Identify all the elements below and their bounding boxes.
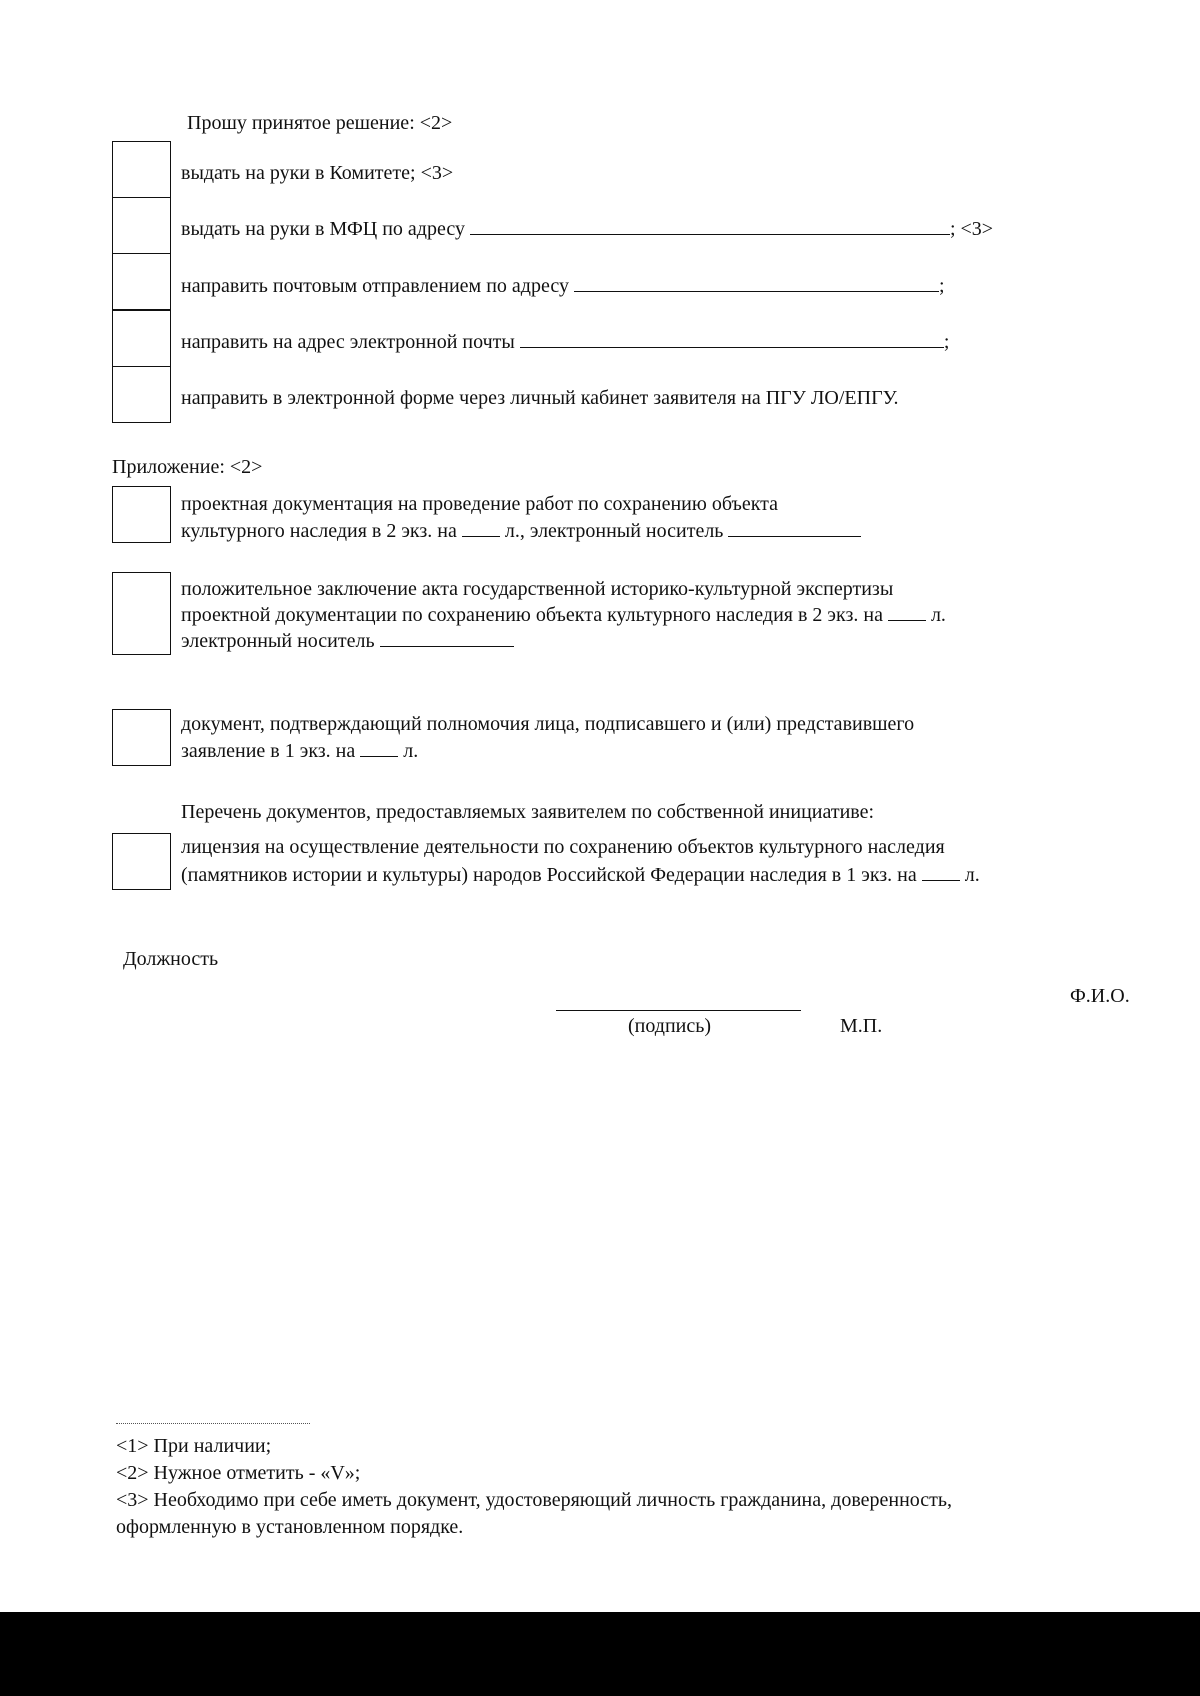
stamp-label: М.П.	[840, 1015, 883, 1037]
attachment-2-line3-text: электронный носитель	[181, 630, 375, 652]
attachment-1-line2-text: культурного наследия в 2 экз. на	[181, 520, 457, 542]
attachment-1-sheets-field[interactable]	[462, 518, 500, 537]
attachment-2-line2-text: проектной документации по сохранению объекта культурного наследия в 2 экз. на	[181, 604, 883, 626]
postal-address-field[interactable]	[574, 273, 939, 292]
attachment-3-line2	[181, 738, 418, 764]
signature-caption: (подпись)	[628, 1015, 712, 1037]
attachment-2-line1: положительное заключение акта государственной историко-культурной экспертизы	[181, 578, 894, 600]
initiative-sheets-field[interactable]	[922, 862, 960, 881]
scan-border	[0, 1612, 1200, 1696]
attachment-1-media-field[interactable]	[728, 518, 861, 537]
mfc-address-field[interactable]	[470, 216, 950, 235]
attachment-2-line2	[181, 602, 946, 628]
initiative-line1: лицензия на осуществление деятельности по сохранению объектов культурного наследия	[181, 836, 945, 858]
attachment-1-line2	[181, 518, 861, 544]
footnote-1: <1> При наличии;	[116, 1435, 272, 1457]
delivery-checkbox-1[interactable]	[112, 141, 171, 198]
position-label: Должность	[123, 948, 219, 970]
delivery-checkbox-3[interactable]	[112, 253, 171, 310]
delivery-option-2	[181, 216, 993, 242]
attachment-3-line1: документ, подтверждающий полномочия лица, подписавшего и (или) представившего	[181, 713, 915, 735]
initiative-line2-text: (памятников истории и культуры) народов Российской Федерации наследия в 1 экз. на	[181, 864, 917, 886]
attachment-2-line3	[181, 628, 514, 654]
delivery-checkbox-4[interactable]	[112, 310, 171, 367]
attachment-3-sheets-field[interactable]	[360, 738, 398, 757]
delivery-checkbox-2[interactable]	[112, 197, 171, 254]
initiative-line2-rest: л.	[964, 864, 980, 886]
delivery-option-4-suffix: ;	[943, 331, 950, 353]
initiative-heading: Перечень документов, предоставляемых заявителем по собственной инициативе:	[181, 801, 875, 823]
signature-line[interactable]	[556, 1010, 801, 1011]
footnote-3-continued: оформленную в установленном порядке.	[116, 1516, 464, 1538]
fio-label: Ф.И.О.	[1070, 985, 1130, 1007]
delivery-option-2-label: выдать на руки в МФЦ по адресу	[181, 218, 465, 240]
delivery-option-4-label: направить на адрес электронной почты	[181, 331, 515, 353]
initiative-line2	[181, 862, 980, 888]
footnote-separator	[116, 1423, 310, 1424]
attachment-1-line1: проектная документация на проведение работ по сохранению объекта	[181, 493, 779, 515]
attachment-3-line2-rest: л.	[403, 740, 419, 762]
footnote-3: <3> Необходимо при себе иметь документ, удостоверяющий личность гражданина, доверенность,	[116, 1489, 953, 1511]
attachment-2-sheets-field[interactable]	[888, 602, 926, 621]
attachment-3-checkbox[interactable]	[112, 709, 171, 766]
delivery-option-3	[181, 273, 945, 299]
delivery-option-3-label: направить почтовым отправлением по адресу	[181, 275, 569, 297]
footnote-2: <2> Нужное отметить - «V»;	[116, 1462, 361, 1484]
delivery-option-2-suffix: ; <3>	[949, 218, 994, 240]
delivery-option-4	[181, 329, 949, 355]
delivery-checkbox-5[interactable]	[112, 366, 171, 423]
delivery-option-3-suffix: ;	[938, 275, 945, 297]
attachment-2-media-field[interactable]	[380, 628, 514, 647]
attachment-1-checkbox[interactable]	[112, 486, 171, 543]
attachment-3-line2-text: заявление в 1 экз. на	[181, 740, 356, 762]
attachments-heading: Приложение: <2>	[112, 456, 263, 478]
attachment-1-line2-rest: л., электронный носитель	[504, 520, 724, 542]
attachment-2-line2-rest: л.	[930, 604, 946, 626]
initiative-checkbox[interactable]	[112, 833, 171, 890]
delivery-option-1: выдать на руки в Комитете; <3>	[181, 162, 454, 184]
delivery-option-5: направить в электронной форме через личный кабинет заявителя на ПГУ ЛО/ЕПГУ.	[181, 387, 899, 409]
request-heading: Прошу принятое решение: <2>	[187, 112, 453, 134]
attachment-2-checkbox[interactable]	[112, 572, 171, 655]
email-field[interactable]	[520, 329, 944, 348]
